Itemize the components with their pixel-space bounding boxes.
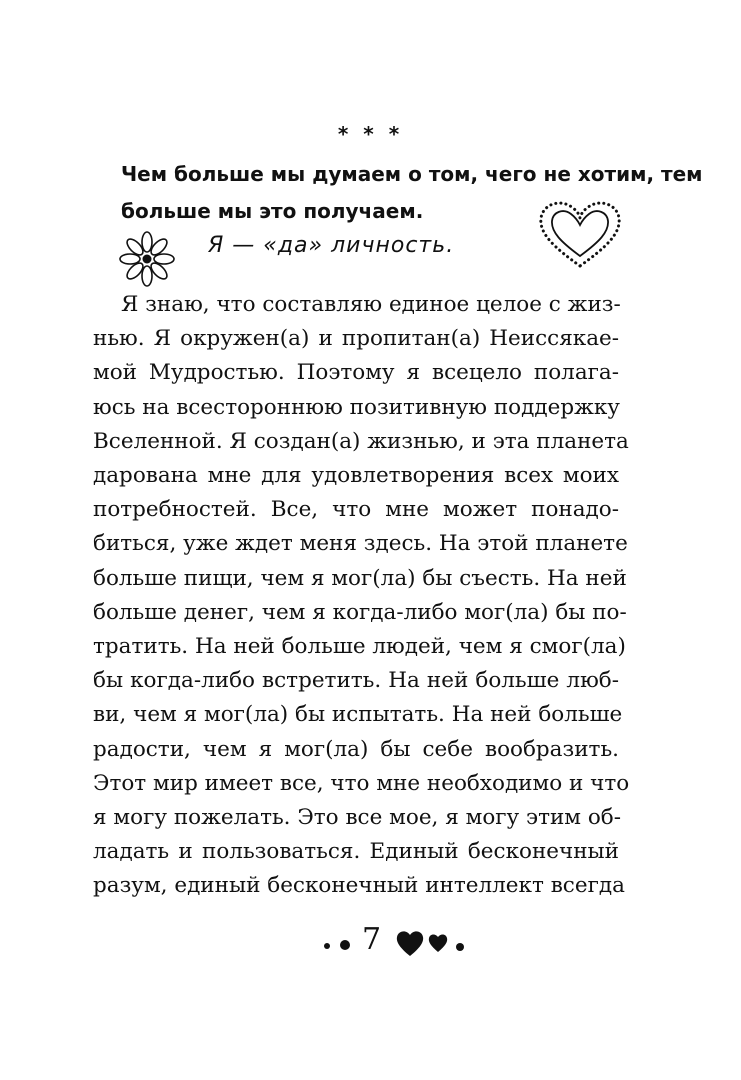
paragraph-line: ви, чем я мог(ла) бы испытать. На ней больше	[93, 702, 623, 728]
paragraph-line: нью. Я окружен(а) и пропитан(а) Неиссякае-	[93, 326, 619, 352]
paragraph-line: Я знаю, что составляю единое целое с жиз-	[121, 292, 621, 317]
paragraph-line: биться, уже ждет меня здесь. На этой планете	[93, 531, 628, 557]
paragraph-line: ладать и пользоваться. Единый бесконечный	[93, 839, 619, 865]
main-paragraph	[93, 288, 630, 904]
section-marker: * * *	[337, 122, 404, 146]
dots-icon	[323, 938, 355, 952]
paragraph-line: Этот мир имеет все, что мне необходимо и что	[93, 770, 630, 796]
dotted-heart-icon	[535, 196, 625, 272]
paragraph-line: бы когда-либо встретить. На ней больше люб-	[93, 668, 619, 694]
handwritten-title: Я — «да» личность.	[208, 233, 455, 258]
paragraph-line: юсь на всестороннюю позитивную поддержку	[93, 394, 620, 420]
paragraph-line: радости, чем я мог(ла) бы себе вообразить.	[93, 736, 619, 762]
heading-line: Чем больше мы думаем о том, чего не хотим, тем	[121, 162, 703, 186]
paragraph-line: тратить. На ней больше людей, чем я смог(ла)	[93, 634, 626, 660]
heading-line: больше мы это получаем.	[121, 199, 424, 223]
paragraph-line: я могу пожелать. Это все мое, я могу этим об-	[93, 805, 622, 831]
paragraph-line: больше денег, чем я когда-либо мог(ла) бы по-	[93, 599, 627, 625]
page-number: 7	[362, 922, 382, 957]
paragraph-line: Вселенной. Я создан(а) жизнью, и эта планета	[93, 428, 629, 454]
hearts-icon	[396, 928, 472, 958]
paragraph-line: дарована мне для удовлетворения всех моих	[93, 463, 619, 489]
paragraph-line: разум, единый бесконечный интеллект всегда	[93, 873, 625, 899]
flower-doodle-icon	[118, 230, 176, 288]
paragraph-line: больше пищи, чем я мог(ла) бы съесть. На ней	[93, 565, 627, 591]
paragraph-line: мой Мудростью. Поэтому я всецело полага-	[93, 360, 619, 386]
page-footer	[0, 922, 741, 962]
paragraph-line: потребностей. Все, что мне может понадо-	[93, 497, 619, 523]
